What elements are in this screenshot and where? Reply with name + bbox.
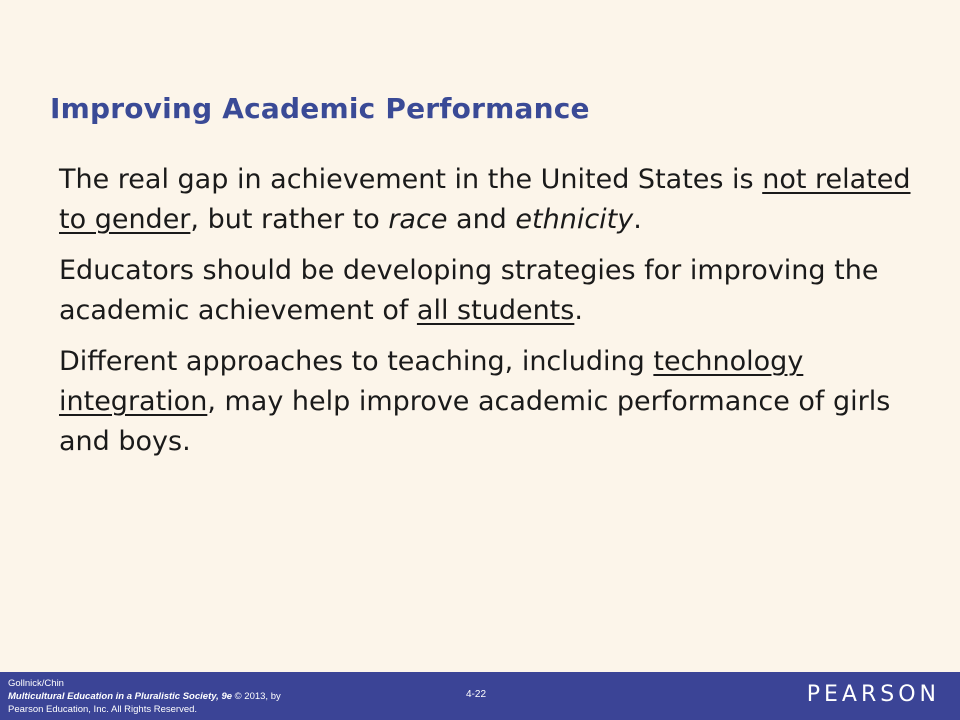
underlined-phrase: not related to gender <box>59 164 911 235</box>
paragraph-achievement-gap <box>59 160 919 240</box>
footer-bar <box>0 672 960 720</box>
footer-book-line <box>8 690 281 703</box>
page-number: 4-22 <box>466 689 487 700</box>
footer-book-title: Multicultural Education in a Pluralistic Society, 9e <box>8 691 233 702</box>
paragraph-strategies <box>59 251 919 331</box>
paragraph-text: , but rather to <box>190 204 389 235</box>
paragraph-approaches <box>59 342 919 462</box>
slide-title: Improving Academic Performance <box>50 92 590 125</box>
pearson-logo: PEARSON <box>806 682 940 707</box>
footer-authors: Gollnick/Chin <box>8 678 64 689</box>
footer-copyright: © 2013, by <box>232 691 281 702</box>
paragraph-text: Educators should be developing strategies for improving the academic achievement of <box>59 255 879 326</box>
italic-term: race <box>388 204 448 235</box>
footer-credit <box>8 677 281 716</box>
paragraph-text: . <box>574 295 583 326</box>
underlined-phrase: technology integration <box>59 346 804 417</box>
paragraph-text: and <box>447 204 516 235</box>
paragraph-text: , may help improve academic performance of girls and boys. <box>59 386 891 457</box>
underlined-phrase: all students <box>416 295 575 326</box>
paragraph-text: . <box>633 204 642 235</box>
paragraph-text: Different approaches to teaching, including <box>59 346 654 377</box>
italic-term: ethnicity <box>515 204 634 235</box>
slide-body <box>59 160 919 473</box>
footer-publisher: Pearson Education, Inc. All Rights Reserved. <box>8 704 198 715</box>
paragraph-text: The real gap in achievement in the United States is <box>59 164 763 195</box>
